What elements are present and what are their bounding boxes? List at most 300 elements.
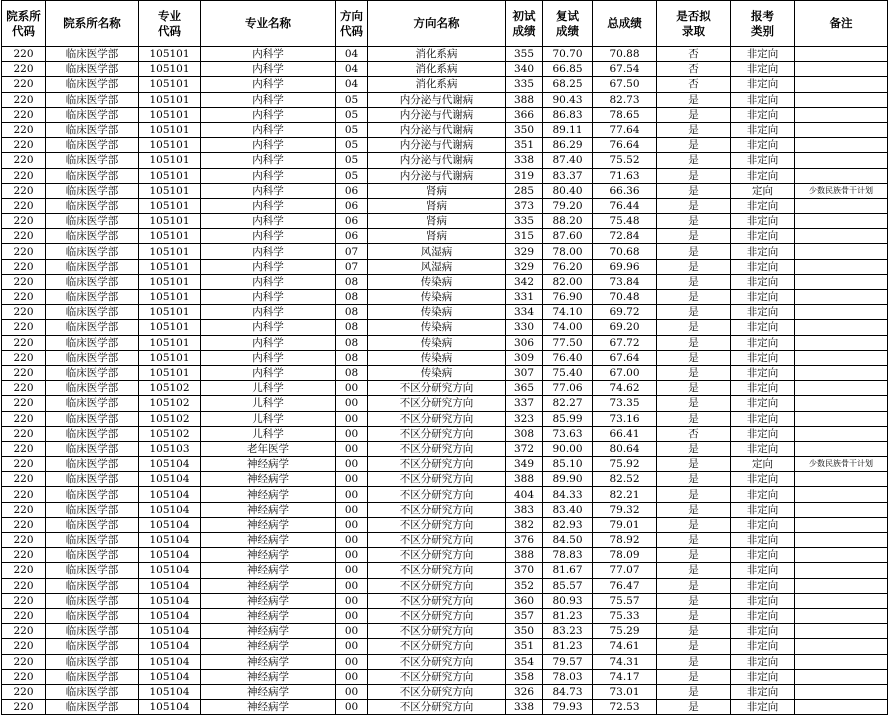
dept-code-cell: 220	[2, 183, 46, 198]
dept-name-cell: 临床医学部	[46, 669, 139, 684]
major-code-cell: 105101	[139, 365, 201, 380]
initial-score-cell: 388	[506, 472, 543, 487]
initial-score-cell: 329	[506, 259, 543, 274]
col-header-admitted: 是否拟 录取	[657, 1, 731, 47]
major-name-cell: 神经病学	[201, 563, 336, 578]
notes-cell	[795, 365, 888, 380]
major-code-cell: 105101	[139, 274, 201, 289]
admitted-cell: 是	[657, 274, 731, 289]
initial-score-cell: 335	[506, 77, 543, 92]
category-cell: 非定向	[731, 669, 795, 684]
retest-score-cell: 81.67	[543, 563, 593, 578]
notes-cell	[795, 305, 888, 320]
major-code-cell: 105104	[139, 639, 201, 654]
major-name-cell: 神经病学	[201, 669, 336, 684]
col-header-retest-score: 复试 成绩	[543, 1, 593, 47]
total-score-cell: 74.17	[593, 669, 657, 684]
initial-score-cell: 338	[506, 153, 543, 168]
major-name-cell: 老年医学	[201, 441, 336, 456]
major-code-cell: 105101	[139, 290, 201, 305]
major-code-cell: 105104	[139, 457, 201, 472]
notes-cell	[795, 229, 888, 244]
table-row	[2, 700, 888, 715]
initial-score-cell: 388	[506, 548, 543, 563]
total-score-cell: 72.84	[593, 229, 657, 244]
table-row	[2, 502, 888, 517]
total-score-cell: 70.68	[593, 244, 657, 259]
retest-score-cell: 77.06	[543, 381, 593, 396]
dept-code-cell: 220	[2, 122, 46, 137]
admitted-cell: 是	[657, 654, 731, 669]
total-score-cell: 70.88	[593, 47, 657, 62]
dept-name-cell: 临床医学部	[46, 244, 139, 259]
retest-score-cell: 82.00	[543, 274, 593, 289]
category-cell: 非定向	[731, 290, 795, 305]
major-code-cell: 105104	[139, 654, 201, 669]
direction-code-cell: 00	[336, 487, 368, 502]
direction-code-cell: 07	[336, 244, 368, 259]
admitted-cell: 是	[657, 290, 731, 305]
major-code-cell: 105104	[139, 684, 201, 699]
dept-name-cell: 临床医学部	[46, 305, 139, 320]
major-code-cell: 105101	[139, 168, 201, 183]
table-row	[2, 396, 888, 411]
category-cell: 非定向	[731, 593, 795, 608]
major-name-cell: 儿科学	[201, 381, 336, 396]
table-row	[2, 229, 888, 244]
major-name-cell: 儿科学	[201, 411, 336, 426]
dept-name-cell: 临床医学部	[46, 441, 139, 456]
direction-name-cell: 传染病	[368, 365, 506, 380]
retest-score-cell: 83.23	[543, 624, 593, 639]
direction-name-cell: 不区分研究方向	[368, 608, 506, 623]
admitted-cell: 是	[657, 457, 731, 472]
dept-code-cell: 220	[2, 578, 46, 593]
initial-score-cell: 285	[506, 183, 543, 198]
dept-code-cell: 220	[2, 396, 46, 411]
major-name-cell: 内科学	[201, 214, 336, 229]
dept-code-cell: 220	[2, 168, 46, 183]
direction-name-cell: 不区分研究方向	[368, 669, 506, 684]
retest-score-cell: 86.83	[543, 107, 593, 122]
major-name-cell: 神经病学	[201, 517, 336, 532]
category-cell: 非定向	[731, 305, 795, 320]
dept-code-cell: 220	[2, 593, 46, 608]
total-score-cell: 73.01	[593, 684, 657, 699]
table-row	[2, 183, 888, 198]
major-name-cell: 内科学	[201, 62, 336, 77]
dept-name-cell: 临床医学部	[46, 92, 139, 107]
direction-name-cell: 内分泌与代谢病	[368, 138, 506, 153]
direction-code-cell: 00	[336, 517, 368, 532]
dept-code-cell: 220	[2, 426, 46, 441]
initial-score-cell: 360	[506, 593, 543, 608]
admitted-cell: 是	[657, 608, 731, 623]
total-score-cell: 75.92	[593, 457, 657, 472]
table-row	[2, 381, 888, 396]
total-score-cell: 73.84	[593, 274, 657, 289]
dept-name-cell: 临床医学部	[46, 533, 139, 548]
notes-cell	[795, 290, 888, 305]
dept-code-cell: 220	[2, 502, 46, 517]
admitted-cell: 是	[657, 107, 731, 122]
major-code-cell: 105101	[139, 62, 201, 77]
initial-score-cell: 372	[506, 441, 543, 456]
category-cell: 非定向	[731, 563, 795, 578]
category-cell: 非定向	[731, 92, 795, 107]
dept-name-cell: 临床医学部	[46, 47, 139, 62]
admitted-cell: 是	[657, 138, 731, 153]
direction-name-cell: 不区分研究方向	[368, 593, 506, 608]
direction-name-cell: 风湿病	[368, 244, 506, 259]
dept-name-cell: 临床医学部	[46, 365, 139, 380]
total-score-cell: 75.57	[593, 593, 657, 608]
dept-code-cell: 220	[2, 198, 46, 213]
category-cell: 非定向	[731, 107, 795, 122]
notes-cell	[795, 381, 888, 396]
dept-name-cell: 临床医学部	[46, 320, 139, 335]
direction-code-cell: 04	[336, 62, 368, 77]
retest-score-cell: 82.93	[543, 517, 593, 532]
notes-cell	[795, 548, 888, 563]
direction-name-cell: 不区分研究方向	[368, 487, 506, 502]
category-cell: 非定向	[731, 229, 795, 244]
category-cell: 非定向	[731, 654, 795, 669]
dept-code-cell: 220	[2, 229, 46, 244]
admitted-cell: 是	[657, 684, 731, 699]
total-score-cell: 76.47	[593, 578, 657, 593]
admitted-cell: 是	[657, 472, 731, 487]
total-score-cell: 67.72	[593, 335, 657, 350]
admitted-cell: 是	[657, 350, 731, 365]
retest-score-cell: 87.60	[543, 229, 593, 244]
category-cell: 定向	[731, 457, 795, 472]
initial-score-cell: 335	[506, 214, 543, 229]
category-cell: 非定向	[731, 684, 795, 699]
table-row	[2, 350, 888, 365]
initial-score-cell: 365	[506, 381, 543, 396]
initial-score-cell: 331	[506, 290, 543, 305]
retest-score-cell: 76.20	[543, 259, 593, 274]
direction-code-cell: 00	[336, 533, 368, 548]
initial-score-cell: 308	[506, 426, 543, 441]
direction-name-cell: 传染病	[368, 320, 506, 335]
initial-score-cell: 373	[506, 198, 543, 213]
admitted-cell: 是	[657, 502, 731, 517]
admitted-cell: 是	[657, 381, 731, 396]
direction-code-cell: 05	[336, 92, 368, 107]
category-cell: 非定向	[731, 472, 795, 487]
admitted-cell: 是	[657, 214, 731, 229]
table-row	[2, 365, 888, 380]
notes-cell	[795, 122, 888, 137]
retest-score-cell: 84.50	[543, 533, 593, 548]
initial-score-cell: 306	[506, 335, 543, 350]
dept-code-cell: 220	[2, 47, 46, 62]
major-code-cell: 105104	[139, 502, 201, 517]
dept-name-cell: 临床医学部	[46, 107, 139, 122]
initial-score-cell: 326	[506, 684, 543, 699]
direction-code-cell: 00	[336, 548, 368, 563]
admitted-cell: 是	[657, 92, 731, 107]
direction-name-cell: 肾病	[368, 183, 506, 198]
category-cell: 非定向	[731, 244, 795, 259]
major-code-cell: 105103	[139, 441, 201, 456]
dept-name-cell: 临床医学部	[46, 77, 139, 92]
direction-name-cell: 传染病	[368, 335, 506, 350]
total-score-cell: 74.61	[593, 639, 657, 654]
major-name-cell: 神经病学	[201, 502, 336, 517]
dept-code-cell: 220	[2, 290, 46, 305]
direction-code-cell: 06	[336, 198, 368, 213]
initial-score-cell: 323	[506, 411, 543, 426]
major-name-cell: 内科学	[201, 183, 336, 198]
table-row	[2, 669, 888, 684]
major-code-cell: 105101	[139, 229, 201, 244]
major-code-cell: 105101	[139, 107, 201, 122]
dept-code-cell: 220	[2, 107, 46, 122]
initial-score-cell: 350	[506, 122, 543, 137]
total-score-cell: 78.92	[593, 533, 657, 548]
dept-code-cell: 220	[2, 92, 46, 107]
notes-cell	[795, 426, 888, 441]
retest-score-cell: 73.63	[543, 426, 593, 441]
direction-code-cell: 00	[336, 472, 368, 487]
direction-code-cell: 00	[336, 457, 368, 472]
major-name-cell: 内科学	[201, 153, 336, 168]
admitted-cell: 是	[657, 335, 731, 350]
total-score-cell: 78.09	[593, 548, 657, 563]
major-code-cell: 105101	[139, 138, 201, 153]
notes-cell	[795, 77, 888, 92]
total-score-cell: 77.64	[593, 122, 657, 137]
major-code-cell: 105101	[139, 183, 201, 198]
dept-code-cell: 220	[2, 153, 46, 168]
category-cell: 非定向	[731, 608, 795, 623]
dept-code-cell: 220	[2, 700, 46, 715]
initial-score-cell: 330	[506, 320, 543, 335]
notes-cell	[795, 441, 888, 456]
retest-score-cell: 79.57	[543, 654, 593, 669]
dept-code-cell: 220	[2, 320, 46, 335]
major-code-cell: 105104	[139, 578, 201, 593]
category-cell: 非定向	[731, 381, 795, 396]
table-row	[2, 92, 888, 107]
direction-name-cell: 不区分研究方向	[368, 624, 506, 639]
admitted-cell: 否	[657, 47, 731, 62]
direction-code-cell: 00	[336, 593, 368, 608]
category-cell: 非定向	[731, 411, 795, 426]
retest-score-cell: 78.00	[543, 244, 593, 259]
admitted-cell: 是	[657, 411, 731, 426]
notes-cell	[795, 214, 888, 229]
admitted-cell: 是	[657, 365, 731, 380]
dept-name-cell: 临床医学部	[46, 214, 139, 229]
retest-score-cell: 89.90	[543, 472, 593, 487]
retest-score-cell: 84.73	[543, 684, 593, 699]
table-row	[2, 153, 888, 168]
table-row	[2, 214, 888, 229]
table-row	[2, 274, 888, 289]
col-header-dept-code: 院系所 代码	[2, 1, 46, 47]
admitted-cell: 是	[657, 639, 731, 654]
initial-score-cell: 376	[506, 533, 543, 548]
total-score-cell: 82.73	[593, 92, 657, 107]
initial-score-cell: 354	[506, 654, 543, 669]
dept-name-cell: 临床医学部	[46, 168, 139, 183]
notes-cell: 少数民族骨干计划	[795, 457, 888, 472]
direction-name-cell: 肾病	[368, 214, 506, 229]
direction-code-cell: 08	[336, 335, 368, 350]
retest-score-cell: 78.03	[543, 669, 593, 684]
initial-score-cell: 315	[506, 229, 543, 244]
dept-code-cell: 220	[2, 138, 46, 153]
dept-name-cell: 临床医学部	[46, 411, 139, 426]
direction-name-cell: 内分泌与代谢病	[368, 92, 506, 107]
total-score-cell: 74.62	[593, 381, 657, 396]
major-name-cell: 神经病学	[201, 684, 336, 699]
initial-score-cell: 357	[506, 608, 543, 623]
table-row	[2, 77, 888, 92]
total-score-cell: 75.52	[593, 153, 657, 168]
retest-score-cell: 89.11	[543, 122, 593, 137]
table-row	[2, 563, 888, 578]
direction-name-cell: 肾病	[368, 229, 506, 244]
total-score-cell: 75.33	[593, 608, 657, 623]
total-score-cell: 79.01	[593, 517, 657, 532]
table-row	[2, 138, 888, 153]
direction-code-cell: 08	[336, 290, 368, 305]
major-code-cell: 105101	[139, 244, 201, 259]
total-score-cell: 67.64	[593, 350, 657, 365]
table-row	[2, 320, 888, 335]
total-score-cell: 72.53	[593, 700, 657, 715]
admitted-cell: 是	[657, 168, 731, 183]
major-name-cell: 内科学	[201, 198, 336, 213]
admitted-cell: 是	[657, 578, 731, 593]
category-cell: 非定向	[731, 365, 795, 380]
dept-name-cell: 临床医学部	[46, 183, 139, 198]
initial-score-cell: 349	[506, 457, 543, 472]
category-cell: 定向	[731, 183, 795, 198]
table-row	[2, 639, 888, 654]
retest-score-cell: 68.25	[543, 77, 593, 92]
dept-name-cell: 临床医学部	[46, 563, 139, 578]
table-row	[2, 457, 888, 472]
retest-score-cell: 78.83	[543, 548, 593, 563]
category-cell: 非定向	[731, 441, 795, 456]
direction-name-cell: 内分泌与代谢病	[368, 122, 506, 137]
dept-code-cell: 220	[2, 487, 46, 502]
admitted-cell: 是	[657, 563, 731, 578]
dept-name-cell: 临床医学部	[46, 350, 139, 365]
table-row	[2, 487, 888, 502]
notes-cell	[795, 533, 888, 548]
table-row	[2, 472, 888, 487]
major-code-cell: 105101	[139, 92, 201, 107]
notes-cell	[795, 472, 888, 487]
dept-name-cell: 临床医学部	[46, 457, 139, 472]
table-row	[2, 608, 888, 623]
notes-cell	[795, 62, 888, 77]
total-score-cell: 66.36	[593, 183, 657, 198]
major-name-cell: 神经病学	[201, 654, 336, 669]
dept-name-cell: 临床医学部	[46, 290, 139, 305]
direction-code-cell: 05	[336, 122, 368, 137]
dept-name-cell: 临床医学部	[46, 700, 139, 715]
direction-name-cell: 传染病	[368, 290, 506, 305]
admitted-cell: 是	[657, 517, 731, 532]
admitted-cell: 是	[657, 122, 731, 137]
direction-name-cell: 不区分研究方向	[368, 472, 506, 487]
retest-score-cell: 87.40	[543, 153, 593, 168]
admitted-cell: 是	[657, 593, 731, 608]
table-row	[2, 62, 888, 77]
retest-score-cell: 88.20	[543, 214, 593, 229]
table-row	[2, 624, 888, 639]
direction-name-cell: 不区分研究方向	[368, 533, 506, 548]
direction-code-cell: 00	[336, 654, 368, 669]
dept-code-cell: 220	[2, 624, 46, 639]
major-code-cell: 105104	[139, 669, 201, 684]
major-name-cell: 神经病学	[201, 593, 336, 608]
admitted-cell: 是	[657, 548, 731, 563]
major-code-cell: 105104	[139, 593, 201, 608]
major-code-cell: 105104	[139, 563, 201, 578]
total-score-cell: 67.54	[593, 62, 657, 77]
major-name-cell: 神经病学	[201, 639, 336, 654]
direction-code-cell: 08	[336, 305, 368, 320]
category-cell: 非定向	[731, 335, 795, 350]
admitted-cell: 是	[657, 229, 731, 244]
initial-score-cell: 404	[506, 487, 543, 502]
dept-name-cell: 临床医学部	[46, 502, 139, 517]
dept-name-cell: 临床医学部	[46, 259, 139, 274]
initial-score-cell: 358	[506, 669, 543, 684]
retest-score-cell: 84.33	[543, 487, 593, 502]
retest-score-cell: 74.10	[543, 305, 593, 320]
direction-name-cell: 不区分研究方向	[368, 700, 506, 715]
direction-code-cell: 08	[336, 350, 368, 365]
major-name-cell: 内科学	[201, 274, 336, 289]
notes-cell	[795, 320, 888, 335]
table-row	[2, 517, 888, 532]
direction-code-cell: 05	[336, 107, 368, 122]
category-cell: 非定向	[731, 426, 795, 441]
admitted-cell: 是	[657, 669, 731, 684]
direction-name-cell: 不区分研究方向	[368, 563, 506, 578]
dept-name-cell: 临床医学部	[46, 396, 139, 411]
major-code-cell: 105101	[139, 77, 201, 92]
initial-score-cell: 319	[506, 168, 543, 183]
total-score-cell: 80.64	[593, 441, 657, 456]
admitted-cell: 否	[657, 77, 731, 92]
category-cell: 非定向	[731, 47, 795, 62]
table-row	[2, 335, 888, 350]
category-cell: 非定向	[731, 639, 795, 654]
initial-score-cell: 350	[506, 624, 543, 639]
retest-score-cell: 82.27	[543, 396, 593, 411]
major-code-cell: 105104	[139, 533, 201, 548]
direction-name-cell: 不区分研究方向	[368, 578, 506, 593]
dept-name-cell: 临床医学部	[46, 624, 139, 639]
dept-code-cell: 220	[2, 441, 46, 456]
admitted-cell: 是	[657, 244, 731, 259]
direction-code-cell: 08	[336, 274, 368, 289]
major-name-cell: 神经病学	[201, 548, 336, 563]
dept-code-cell: 220	[2, 669, 46, 684]
major-name-cell: 内科学	[201, 259, 336, 274]
